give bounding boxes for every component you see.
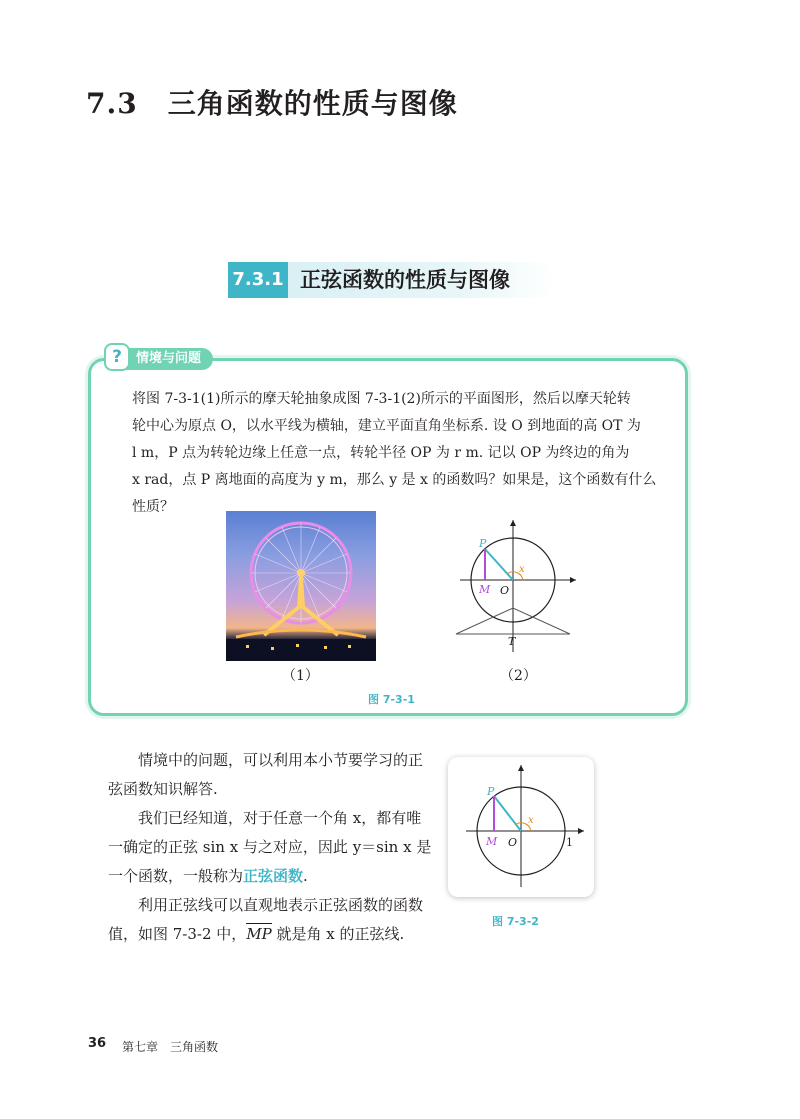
body-line [108, 920, 431, 949]
box-line: 轮中心为原点 O，以水平线为横轴，建立平面直角坐标系. 设 O 到地面的高 OT 为 [132, 418, 641, 434]
label-m: M [479, 583, 491, 596]
chapter-title [86, 82, 458, 122]
footer-chapter: 第七章 三角函数 [122, 1040, 219, 1054]
figure-caption-7-3-1: 图 7-3-1 [368, 693, 415, 706]
label-o-small: O [508, 836, 518, 849]
vector-text: MP [246, 925, 272, 943]
label-m-small: M [486, 835, 498, 848]
figure-label-2: （2） [500, 668, 537, 684]
key-term: 正弦函数 [243, 867, 304, 885]
label-x-small: x [528, 815, 534, 826]
page-number: 36 [88, 1036, 107, 1051]
section-title: 正弦函数的性质与图像 [300, 267, 510, 292]
vector-arrow [246, 923, 271, 925]
box-line: l m，P 点为转轮边缘上任意一点，转轮半径 OP 为 r m. 记以 OP 为终边的角为 [132, 445, 630, 461]
vector-mp [246, 925, 271, 943]
section-number: 7.3.1 [228, 262, 288, 298]
label-p-small: P [487, 785, 495, 798]
body-line [108, 862, 431, 891]
body-line: 弦函数知识解答. [108, 780, 218, 798]
body-line-pre: 值，如图 7-3-2 中， [108, 925, 247, 943]
ferris-wheel-photo [226, 511, 376, 661]
label-p: P [479, 537, 487, 550]
box-paragraph [132, 386, 656, 521]
box-line: 性质？ [132, 499, 174, 515]
unit-circle-diagram [448, 514, 588, 658]
figure-caption-7-3-2: 图 7-3-2 [492, 915, 539, 928]
figure-7-3-2-card [448, 757, 594, 897]
question-icon: ? [104, 343, 130, 371]
box-line: 将图 7-3-1(1)所示的摩天轮抽象成图 7-3-1(2)所示的平面图形，然后以摩天轮转 [132, 391, 631, 407]
label-one: 1 [566, 836, 573, 849]
body-line: 情境中的问题，可以利用本小节要学习的正 [138, 751, 424, 769]
body-line-post: 就是角 x 的正弦线. [271, 925, 405, 943]
label-t: T [508, 635, 516, 648]
figure-label-1: （1） [282, 668, 319, 684]
body-line-post: . [303, 867, 308, 885]
label-x: x [519, 564, 525, 575]
body-line: 一确定的正弦 sin x 与之对应，因此 y＝sin x 是 [108, 838, 432, 856]
chapter-number: 7.3 [86, 87, 138, 120]
unit-circle-svg [448, 514, 588, 654]
ferris-wheel-illustration [226, 511, 376, 661]
body-text [108, 746, 431, 949]
unit-circle-small-svg [448, 757, 594, 897]
box-line: x rad，点 P 离地面的高度为 y m，那么 y 是 x 的函数吗？如果是，这个函数有什么 [132, 472, 657, 488]
body-line: 我们已经知道，对于任意一个角 x，都有唯 [138, 809, 422, 827]
label-o: O [500, 584, 510, 597]
box-tag: 情境与问题 [104, 348, 213, 370]
body-line-pre: 一个函数，一般称为 [108, 867, 244, 885]
chapter-title-text: 三角函数的性质与图像 [167, 87, 458, 120]
body-line: 利用正弦线可以直观地表示正弦函数的函数 [138, 896, 424, 914]
